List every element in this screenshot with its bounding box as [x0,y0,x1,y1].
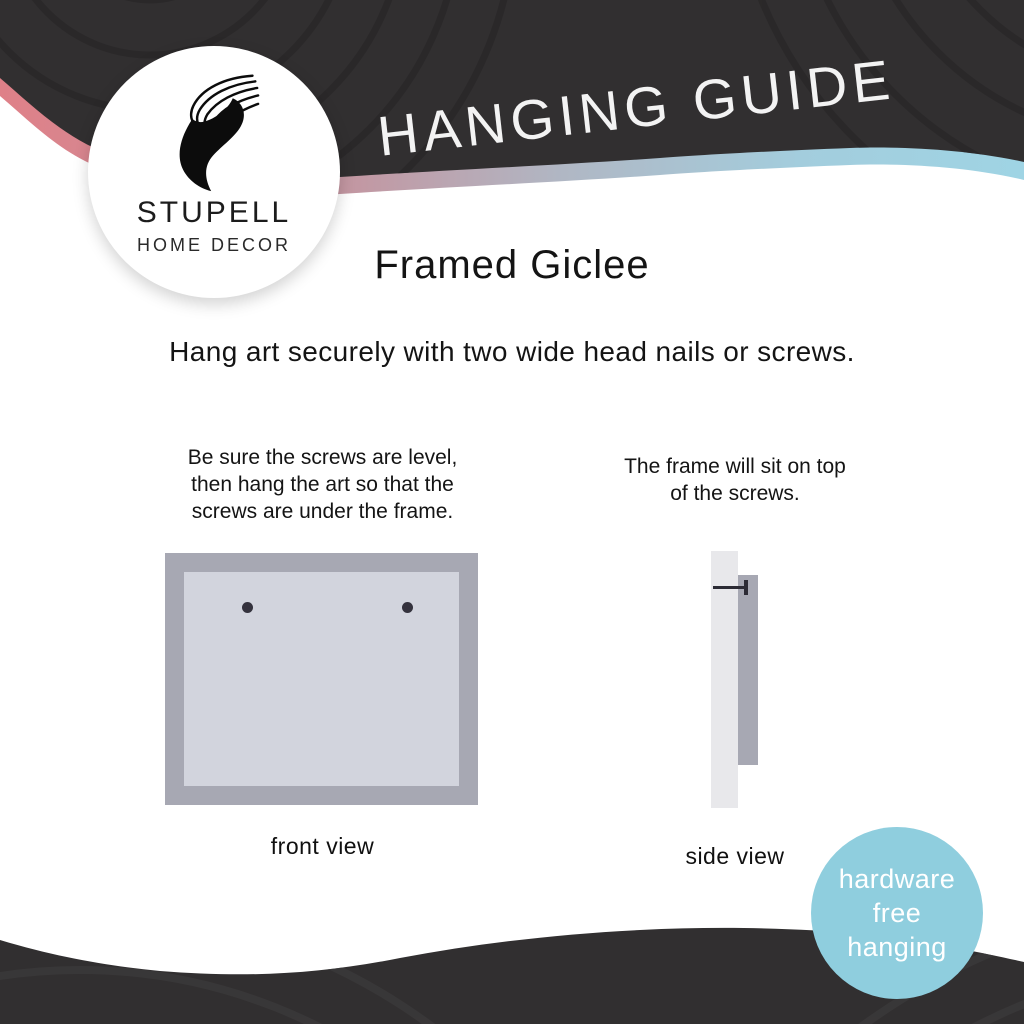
nail-head-icon [744,580,748,595]
front-view-caption: front view [270,833,375,859]
front-instruction-text [150,444,495,525]
main-instruction-text: Hang art securely with two wide head nails or screws. [169,336,855,367]
hardware-free-hanging-badge [811,827,983,999]
side-view-frame-front-bar [711,551,738,808]
nail-icon [713,586,746,589]
side-instruction-line-1: The frame will sit on top [624,455,846,478]
front-view-frame-canvas [184,572,459,786]
badge-line-1: hardware [838,864,956,894]
badge-line-3: hanging [847,932,947,962]
side-view-frame-back-bar [738,575,758,765]
brand-logo-circle [88,46,340,298]
brand-name: STUPELL [136,196,292,229]
page-title: HANGING GUIDE [374,47,898,168]
front-instruction-line-1: Be sure the screws are level, [187,446,458,469]
screw-right-dot-icon [402,602,413,613]
side-instruction-text [575,453,895,507]
side-instruction-line-2: of the screws. [670,482,800,505]
front-instruction-line-3: screws are under the frame. [191,500,454,523]
badge-line-2: free [872,898,922,928]
screw-left-dot-icon [242,602,253,613]
front-instruction-line-2: then hang the art so that the [191,473,454,496]
side-view-caption: side view [685,843,785,869]
product-type-title: Framed Giclee [374,243,650,287]
brand-subtitle: HOME DECOR [136,235,291,255]
stupell-s-swoosh-icon [162,72,266,194]
front-view-diagram-frame [165,553,478,805]
s-swoosh-solid [180,98,244,191]
